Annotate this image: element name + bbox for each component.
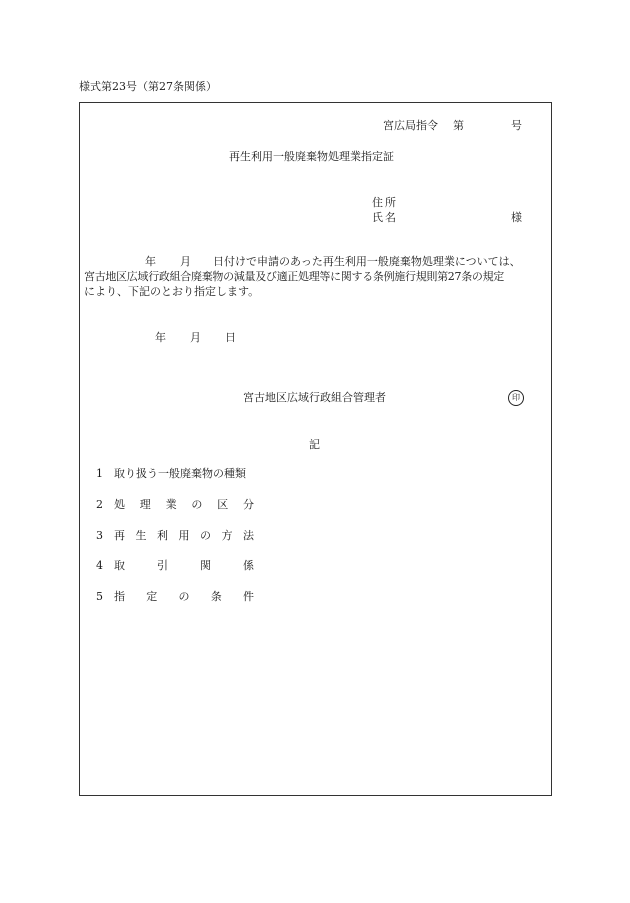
item-4-char: 取: [114, 559, 125, 572]
issue-date-month: 月: [190, 331, 201, 344]
item-5-char: 指: [114, 590, 125, 603]
item-4-label: [114, 559, 254, 573]
item-5-number: 5: [96, 590, 103, 603]
body-date-month: 月: [180, 255, 191, 268]
item-3-label: [114, 529, 254, 543]
doc-number-dai: 第: [453, 119, 464, 132]
item-3-char: 方: [221, 529, 233, 542]
item-4-char: 係: [243, 559, 254, 572]
item-1-label: 取り扱う一般廃棄物の種類: [114, 467, 246, 480]
item-2-label: [114, 498, 254, 512]
body-line-2: 宮古地区広域行政組合廃棄物の減量及び適正処理等に関する条例施行規則第27条の規定: [84, 270, 504, 283]
item-3-char: 生: [135, 529, 147, 542]
item-3-char: 用: [178, 529, 190, 542]
item-2-char: 分: [242, 498, 254, 511]
item-5-char: 定: [146, 590, 158, 603]
address-label-char-1: 住: [372, 196, 383, 209]
doc-number-prefix: 宮広局指令: [383, 119, 438, 132]
item-3-char: 再: [114, 529, 125, 542]
item-5-char: 条: [210, 590, 222, 603]
item-2-char: 区: [217, 498, 229, 511]
item-2-char: 処: [114, 498, 125, 511]
body-date-year: 年: [145, 255, 156, 268]
item-1-number: 1: [96, 467, 103, 480]
item-2-char: 理: [139, 498, 151, 511]
item-3-char: 利: [157, 529, 168, 542]
item-5-label: [114, 590, 254, 604]
body-line-1: 日付けで申請のあった再生利用一般廃棄物処理業については、: [213, 255, 521, 268]
name-label: [372, 211, 396, 225]
item-4-char: 関: [200, 559, 211, 572]
item-4-number: 4: [96, 559, 103, 572]
issuer-name: 宮古地区広域行政組合管理者: [243, 391, 386, 404]
issue-date-day: 日: [225, 331, 236, 344]
item-3-number: 3: [96, 529, 103, 542]
item-2-char: 業: [165, 498, 177, 511]
item-4-char: 引: [157, 559, 168, 572]
honorific-sama: 様: [511, 211, 522, 224]
document-title: 再生利用一般廃棄物処理業指定証: [229, 150, 394, 163]
item-2-char: の: [191, 498, 203, 511]
ki-heading: 記: [309, 438, 320, 451]
address-label: [372, 196, 396, 210]
item-5-char: 件: [243, 590, 254, 603]
name-label-char-2: 名: [385, 211, 396, 224]
item-3-char: の: [200, 529, 211, 542]
item-2-number: 2: [96, 498, 103, 511]
item-5-char: の: [178, 590, 190, 603]
doc-number-go: 号: [511, 119, 522, 132]
form-number-label: 様式第23号（第27条関係）: [79, 80, 217, 93]
seal-mark: 印: [508, 390, 524, 406]
item-3-char: 法: [243, 529, 254, 542]
address-label-char-2: 所: [385, 196, 396, 209]
name-label-char-1: 氏: [372, 211, 383, 224]
body-line-3: により、下記のとおり指定します。: [84, 285, 260, 298]
issue-date-year: 年: [155, 331, 166, 344]
